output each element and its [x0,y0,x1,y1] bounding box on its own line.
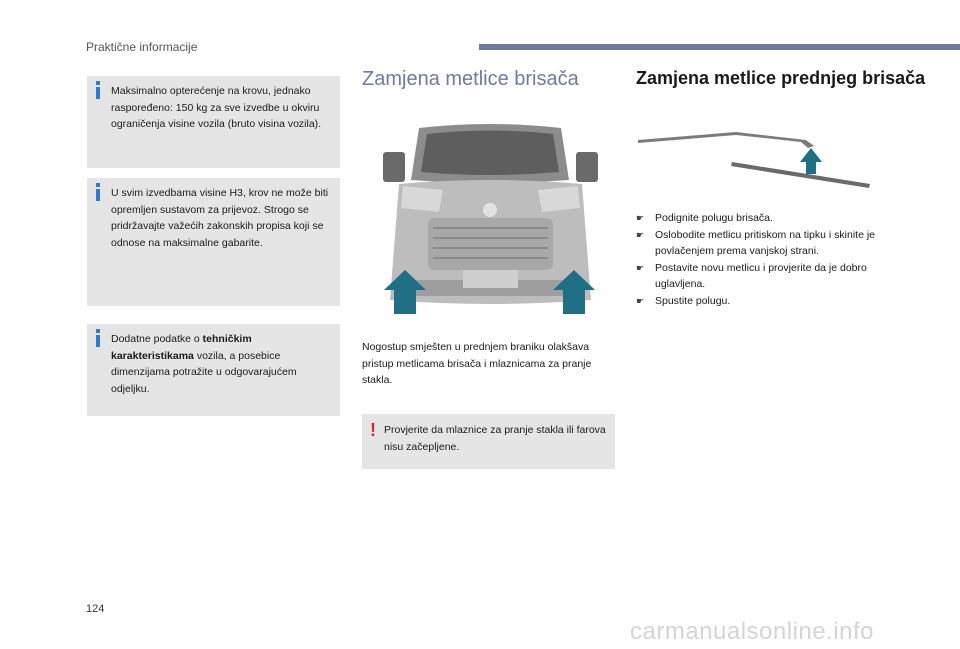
watermark: carmanualsonline.info [630,618,874,645]
info-box-tech-specs [87,324,340,416]
list-item: ☛ Spustite polugu. [636,293,886,310]
wiper-illustration [636,126,876,194]
page-number: 124 [86,603,105,615]
heading-front-wiper: Zamjena metlice prednjeg brisača [636,68,926,88]
info-text: Maksimalno opterećenje na krovu, jednako raspoređeno: 150 kg za sve izvedbe u okviru ograničenja visine vozila (bruto visina vozila). [111,85,322,130]
list-item: ☛ Podignite polugu brisača. [636,210,886,227]
list-item: ☛ Oslobodite metlicu pritiskom na tipku i skinite je povlačenjem prema vanjskoj strani. [636,228,876,257]
warning-icon: ! [370,420,376,440]
info-icon [94,81,102,99]
warning-box [362,414,615,469]
info-text: Dodatne podatke o tehničkim karakteristikama vozila, a posebice dimenzijama potražite u odgovarajućem odjeljku. [111,333,297,395]
wiper-access-text: Nogostup smješten u prednjem braniku olakšava pristup metlicama brisača i mlaznicama za pranje stakla. [362,341,592,386]
van-front-illustration [383,120,598,316]
arrow-bullet-icon: ☛ [636,295,645,306]
warning-text: Provjerite da mlaznice za pranje stakla ili farova nisu začepljene. [384,424,606,453]
info-box-roof-load [87,76,340,168]
info-text: U svim izvedbama visine H3, krov ne može biti opremljen sustavom za prijevoz. Strogo se pridržavajte važećih zakonskih propisa koji se odnose na maksimalne gabarite. [111,187,329,249]
wiper-steps-list [636,210,886,309]
header-bar [479,44,960,50]
arrow-bullet-icon: ☛ [636,213,645,223]
info-icon [94,329,102,347]
arrow-bullet-icon: ☛ [636,229,645,240]
section-title: Praktične informacije [86,40,198,54]
heading-wiper-replacement: Zamjena metlice brisača [362,68,579,90]
info-icon [94,183,102,201]
arrow-bullet-icon: ☛ [636,262,645,273]
list-item: ☛ Postavite novu metlicu i provjerite da je dobro uglavljena. [636,261,867,290]
info-box-h3 [87,178,340,306]
